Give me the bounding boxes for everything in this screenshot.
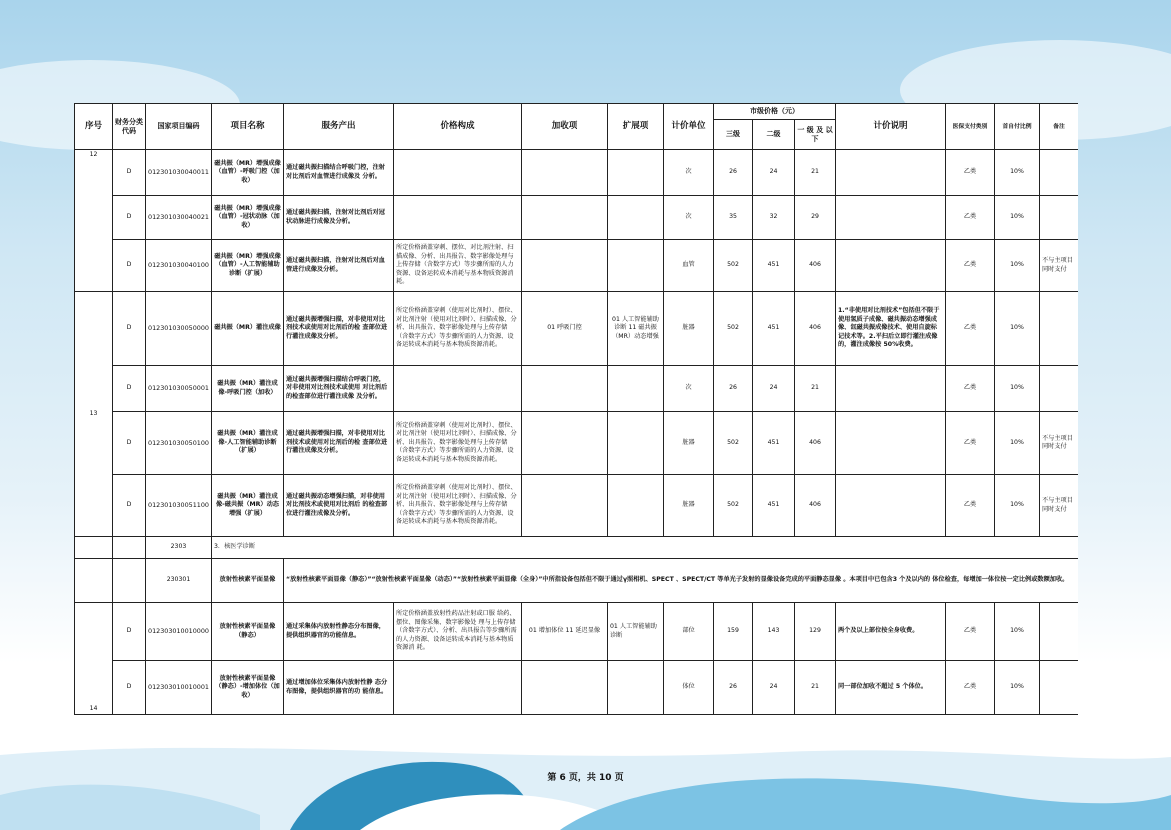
service-cell: 通过磁共振扫描，注射对比剂后对血管进行成像及分析。 bbox=[284, 240, 394, 292]
page-number: 第 6 页，共 10 页 bbox=[547, 773, 624, 783]
header-price-group: 市级价格（元） bbox=[714, 104, 836, 120]
header-ext: 扩展项 bbox=[608, 104, 664, 150]
desc-cell bbox=[836, 150, 946, 196]
table-row bbox=[75, 603, 1079, 661]
section-row bbox=[75, 537, 1079, 559]
document-page bbox=[74, 103, 1078, 718]
addon-cell bbox=[522, 412, 608, 475]
desc-cell: 同一部位加收不超过 5 个体位。 bbox=[836, 661, 946, 715]
price-lvl1-cell: 406 bbox=[795, 240, 836, 292]
price-lvl2-cell: 451 bbox=[753, 292, 795, 366]
ins-cell: 乙类 bbox=[946, 412, 995, 475]
desc-cell bbox=[836, 475, 946, 537]
price-lvl3-cell: 502 bbox=[714, 240, 753, 292]
note-cell bbox=[1040, 661, 1079, 715]
self-cell: 10% bbox=[995, 366, 1040, 412]
code-cell: 012301030050100 bbox=[146, 412, 212, 475]
note-cell bbox=[1040, 292, 1079, 366]
desc-cell bbox=[836, 196, 946, 240]
self-cell: 10% bbox=[995, 661, 1040, 715]
price-comp-cell bbox=[394, 366, 522, 412]
finance-cell: D bbox=[113, 366, 146, 412]
unit-cell: 部位 bbox=[664, 603, 714, 661]
name-cell: 放射性核素平面显像（静态） bbox=[212, 603, 284, 661]
header-price-comp: 价格构成 bbox=[394, 104, 522, 150]
finance-cell: D bbox=[113, 292, 146, 366]
ext-cell bbox=[608, 661, 664, 715]
price-comp-cell bbox=[394, 661, 522, 715]
header-finance: 财务分类代码 bbox=[113, 104, 146, 150]
ext-cell bbox=[608, 240, 664, 292]
unit-cell: 次 bbox=[664, 196, 714, 240]
subsection-text: “放射性核素平面显像（静态）”“放射性核素平面显像（动态）”“放射性核素平面显像（全身）”中所指设备包括但不限于通过γ照相机、SPECT 、SPECT/CT 等单光子发射的显像设备完成的平面静态显像 。本项目中已包含3 个及以内的 体位检查，每增加一体位按一定比例或数额加收。 bbox=[284, 559, 1079, 603]
name-cell: 磁共振（MR）灌注成像-磁共振（MR）动态增强（扩展） bbox=[212, 475, 284, 537]
price-lvl2-cell: 451 bbox=[753, 240, 795, 292]
price-comp-cell: 所定价格涵盖穿刺（使用对比剂时）、摆位、对比剂注射（使用对比剂时）、扫描成像、分析、出具报告、数字影像处理与上传存储（含数字方式）等步骤所需的人力资源、设备运转成本消耗与基本物质资源消耗。 bbox=[394, 475, 522, 537]
subsection-title: 放射性核素平面显像 bbox=[212, 559, 284, 603]
unit-cell: 血管 bbox=[664, 240, 714, 292]
addon-cell: 01 增加体位 11 延迟显像 bbox=[522, 603, 608, 661]
addon-cell bbox=[522, 661, 608, 715]
name-cell: 放射性核素平面显像（静态）-增加体位（加收） bbox=[212, 661, 284, 715]
finance-cell: D bbox=[113, 412, 146, 475]
code-cell: 012301030040021 bbox=[146, 196, 212, 240]
finance-cell: D bbox=[113, 240, 146, 292]
header-self: 首自付比例 bbox=[995, 104, 1040, 150]
self-cell: 10% bbox=[995, 240, 1040, 292]
self-cell: 10% bbox=[995, 603, 1040, 661]
price-lvl2-cell: 24 bbox=[753, 661, 795, 715]
ins-cell: 乙类 bbox=[946, 661, 995, 715]
ext-cell bbox=[608, 412, 664, 475]
section-title: 3．核医学诊断 bbox=[212, 537, 1079, 559]
addon-cell: 01 呼吸门控 bbox=[522, 292, 608, 366]
table-row bbox=[75, 661, 1079, 715]
price-lvl3-cell: 502 bbox=[714, 475, 753, 537]
price-lvl3-cell: 502 bbox=[714, 292, 753, 366]
name-cell: 磁共振（MR）增强成像（血管）-人工智能辅助诊断（扩展） bbox=[212, 240, 284, 292]
note-cell: 不与主项目同时支付 bbox=[1040, 412, 1079, 475]
seq-cell: 14 bbox=[75, 603, 113, 715]
price-lvl3-cell: 26 bbox=[714, 150, 753, 196]
price-comp-cell: 所定价格涵盖穿刺（使用对比剂时）、摆位、对比剂注射（使用对比剂时）、扫描成像、分析、出具报告、数字影像处理与上传存储（含数字方式）等步骤所需的人力资源、设备运转成本消耗与基本物质资源消耗。 bbox=[394, 412, 522, 475]
service-cell: 通过磁共振扫描，注射对比剂后对冠状动脉进行成像及分析。 bbox=[284, 196, 394, 240]
addon-cell bbox=[522, 240, 608, 292]
header-name: 项目名称 bbox=[212, 104, 284, 150]
price-lvl1-cell: 21 bbox=[795, 366, 836, 412]
header-lvl2: 二级 bbox=[753, 120, 795, 150]
code-cell: 012303010010000 bbox=[146, 603, 212, 661]
price-comp-cell: 所定价格涵盖穿刺、摆位、对比剂注射、扫描成像、分析、出具报告、数字影像处理与上传存储（含数字方式）等步骤所需的人力资源、设备运转成本消耗与基本物质资源消耗。 bbox=[394, 240, 522, 292]
table-row bbox=[75, 366, 1079, 412]
code-cell: 012301030050000 bbox=[146, 292, 212, 366]
unit-cell: 脏器 bbox=[664, 475, 714, 537]
header-addon: 加收项 bbox=[522, 104, 608, 150]
unit-cell: 脏器 bbox=[664, 412, 714, 475]
desc-cell bbox=[836, 412, 946, 475]
self-cell: 10% bbox=[995, 196, 1040, 240]
addon-cell bbox=[522, 366, 608, 412]
price-comp-cell bbox=[394, 150, 522, 196]
addon-cell bbox=[522, 196, 608, 240]
price-lvl2-cell: 143 bbox=[753, 603, 795, 661]
code-cell: 012301030051100 bbox=[146, 475, 212, 537]
desc-cell bbox=[836, 366, 946, 412]
section-code: 2303 bbox=[146, 537, 212, 559]
table-row bbox=[75, 292, 1079, 366]
subsection-code: 230301 bbox=[146, 559, 212, 603]
unit-cell: 次 bbox=[664, 366, 714, 412]
ins-cell: 乙类 bbox=[946, 292, 995, 366]
name-cell: 磁共振（MR）增强成像（血管）-冠状动脉（加收） bbox=[212, 196, 284, 240]
service-cell: 通过磁共振增强扫描，对非使用对比剂技术或使用对比剂后的检 查部位进行灌注成像及分析。 bbox=[284, 412, 394, 475]
unit-cell: 脏器 bbox=[664, 292, 714, 366]
note-cell: 不与主项目同时支付 bbox=[1040, 240, 1079, 292]
header-service: 服务产出 bbox=[284, 104, 394, 150]
ins-cell: 乙类 bbox=[946, 150, 995, 196]
service-cell: 通过增加体位采集体内放射性静 态分布图像，提供组织器官的功 能信息。 bbox=[284, 661, 394, 715]
self-cell: 10% bbox=[995, 292, 1040, 366]
header-desc: 计价说明 bbox=[836, 104, 946, 150]
price-table bbox=[74, 103, 1078, 715]
ext-cell bbox=[608, 196, 664, 240]
self-cell: 10% bbox=[995, 150, 1040, 196]
price-lvl2-cell: 24 bbox=[753, 150, 795, 196]
price-comp-cell: 所定价格涵盖放射性药品注射或口服 给药、摆位、图像采集、数字影像处 理与上传存储（含数字方式）、分析、出具报告等步骤所需的人力资源、设备运转成本消耗与基本物质资源消 耗。 bbox=[394, 603, 522, 661]
unit-cell: 次 bbox=[664, 150, 714, 196]
note-cell bbox=[1040, 196, 1079, 240]
header-unit: 计价单位 bbox=[664, 104, 714, 150]
finance-cell: D bbox=[113, 475, 146, 537]
name-cell: 磁共振（MR）灌注成像-呼吸门控（加收） bbox=[212, 366, 284, 412]
code-cell: 012303010010001 bbox=[146, 661, 212, 715]
note-cell bbox=[1040, 150, 1079, 196]
code-cell: 012301030040011 bbox=[146, 150, 212, 196]
seq-cell: 13 bbox=[75, 292, 113, 537]
price-lvl1-cell: 129 bbox=[795, 603, 836, 661]
finance-cell: D bbox=[113, 150, 146, 196]
price-lvl1-cell: 21 bbox=[795, 661, 836, 715]
code-cell: 012301030040100 bbox=[146, 240, 212, 292]
addon-cell bbox=[522, 475, 608, 537]
header-code: 国家项目编码 bbox=[146, 104, 212, 150]
price-comp-cell: 所定价格涵盖穿刺（使用对比剂时）、摆位、对比剂注射（使用对比剂时）、扫描成像、分析、出具报告、数字影像处理与上传存储（含数字方式）等步骤所需的人力资源、设备运转成本消耗与基本物质资源消耗。 bbox=[394, 292, 522, 366]
price-lvl3-cell: 35 bbox=[714, 196, 753, 240]
name-cell: 磁共振（MR）灌注成像 bbox=[212, 292, 284, 366]
note-cell: 不与主项目同时支付 bbox=[1040, 475, 1079, 537]
ext-cell bbox=[608, 150, 664, 196]
price-lvl3-cell: 26 bbox=[714, 366, 753, 412]
price-lvl2-cell: 451 bbox=[753, 412, 795, 475]
price-lvl3-cell: 26 bbox=[714, 661, 753, 715]
price-lvl1-cell: 29 bbox=[795, 196, 836, 240]
finance-cell: D bbox=[113, 603, 146, 661]
name-cell: 磁共振（MR）灌注成像-人工智能辅助诊断（扩展） bbox=[212, 412, 284, 475]
seq-cell: 12 bbox=[75, 150, 113, 292]
price-lvl2-cell: 24 bbox=[753, 366, 795, 412]
addon-cell bbox=[522, 150, 608, 196]
desc-cell: 两个及以上部位按全身收费。 bbox=[836, 603, 946, 661]
service-cell: 通过采集体内放射性静态分布图像，提供组织器官的功能信息。 bbox=[284, 603, 394, 661]
finance-cell: D bbox=[113, 196, 146, 240]
unit-cell: 体位 bbox=[664, 661, 714, 715]
service-cell: 通过磁共振增强扫描，对非使用对比剂技术或使用对比剂后的检 查部位进行灌注成像及分析。 bbox=[284, 292, 394, 366]
price-lvl1-cell: 406 bbox=[795, 292, 836, 366]
ext-cell: 01 人工智能辅助 诊断 bbox=[608, 603, 664, 661]
subsection-row bbox=[75, 559, 1079, 603]
price-lvl1-cell: 406 bbox=[795, 475, 836, 537]
ins-cell: 乙类 bbox=[946, 366, 995, 412]
header-lvl3: 三级 bbox=[714, 120, 753, 150]
ins-cell: 乙类 bbox=[946, 603, 995, 661]
price-lvl2-cell: 32 bbox=[753, 196, 795, 240]
ext-cell bbox=[608, 475, 664, 537]
header-seq: 序号 bbox=[75, 104, 113, 150]
header-note: 备注 bbox=[1040, 104, 1079, 150]
table-row bbox=[75, 475, 1079, 537]
ext-cell: 01 人工智能辅助诊断 11 磁共振（MR）动态增强 bbox=[608, 292, 664, 366]
self-cell: 10% bbox=[995, 475, 1040, 537]
header-lvl1: 一 级 及 以 下 bbox=[795, 120, 836, 150]
price-lvl3-cell: 159 bbox=[714, 603, 753, 661]
ext-cell bbox=[608, 366, 664, 412]
price-comp-cell bbox=[394, 196, 522, 240]
price-lvl3-cell: 502 bbox=[714, 412, 753, 475]
price-lvl2-cell: 451 bbox=[753, 475, 795, 537]
finance-cell: D bbox=[113, 661, 146, 715]
service-cell: 通过磁共振扫描结合呼吸门控，注射对比剂后对血管进行成像及 分析。 bbox=[284, 150, 394, 196]
table-row bbox=[75, 150, 1079, 196]
self-cell: 10% bbox=[995, 412, 1040, 475]
ins-cell: 乙类 bbox=[946, 475, 995, 537]
name-cell: 磁共振（MR）增强成像（血管）-呼吸门控（加收） bbox=[212, 150, 284, 196]
note-cell bbox=[1040, 603, 1079, 661]
service-cell: 通过磁共振增强扫描结合呼吸门控，对非使用对比剂技术或使用 对比剂后的检查部位进行灌注成像 及分析。 bbox=[284, 366, 394, 412]
desc-cell: 1.“非使用对比剂技术”包括但不限于使用氢质子成像、磁共振动态增强成像、氙磁共振成像技术、使用自旋标记技术等。2.平扫后立即行灌注成像的，灌注成像按 50%收费。 bbox=[836, 292, 946, 366]
ins-cell: 乙类 bbox=[946, 240, 995, 292]
price-lvl1-cell: 21 bbox=[795, 150, 836, 196]
table-row bbox=[75, 412, 1079, 475]
table-row bbox=[75, 196, 1079, 240]
header-ins: 医保支付类别 bbox=[946, 104, 995, 150]
note-cell bbox=[1040, 366, 1079, 412]
desc-cell bbox=[836, 240, 946, 292]
service-cell: 通过磁共振动态增强扫描，对非使用对比剂技术或使用对比剂后 的检查部位进行灌注成像及分析。 bbox=[284, 475, 394, 537]
ins-cell: 乙类 bbox=[946, 196, 995, 240]
price-lvl1-cell: 406 bbox=[795, 412, 836, 475]
table-row bbox=[75, 240, 1079, 292]
code-cell: 012301030050001 bbox=[146, 366, 212, 412]
